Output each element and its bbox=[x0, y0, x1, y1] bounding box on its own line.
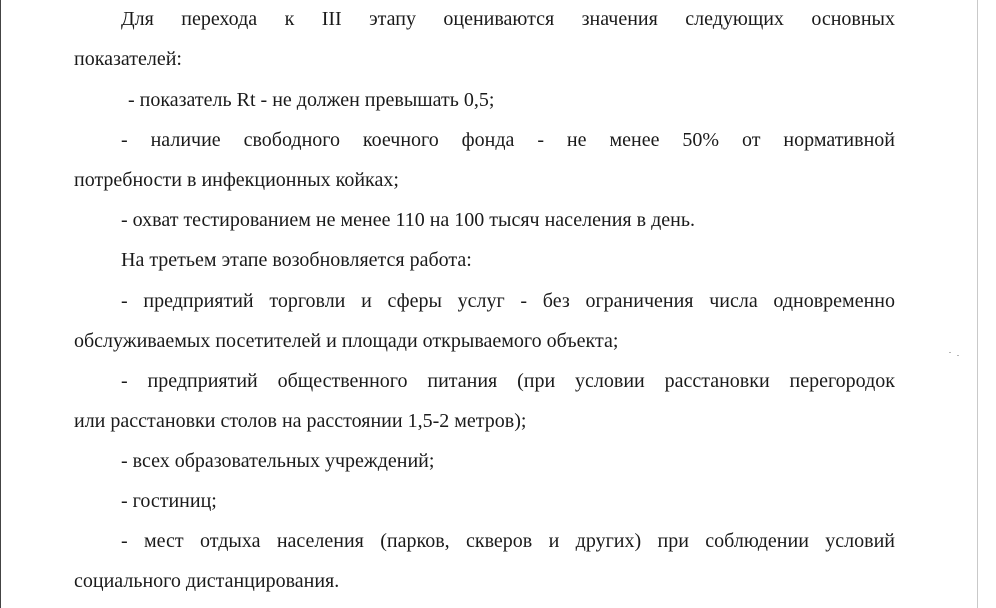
list-item-line: - предприятий торговли и сферы услуг - без ограничения числа одновременно bbox=[121, 290, 895, 312]
list-item-line: - всех образовательных учреждений; bbox=[121, 450, 435, 472]
scan-edge bbox=[977, 0, 978, 608]
scan-speck bbox=[957, 355, 959, 356]
list-item-line: - показатель Rt - не должен превышать 0,5; bbox=[128, 89, 495, 111]
list-item-line: потребности в инфекционных койках; bbox=[74, 169, 399, 191]
list-item-line: - предприятий общественного питания (при условии расстановки перегородок bbox=[121, 370, 895, 392]
list-item-line: - охват тестированием не менее 110 на 100 тысяч населения в день. bbox=[121, 209, 695, 231]
paragraph-line: На третьем этапе возобновляется работа: bbox=[121, 249, 472, 271]
scan-speck bbox=[949, 352, 951, 353]
list-item-line: социального дистанцирования. bbox=[74, 570, 340, 592]
list-item-line: или расстановки столов на расстоянии 1,5-2 метров); bbox=[74, 410, 527, 432]
list-item-line: - мест отдыха населения (парков, скверов и других) при соблюдении условий bbox=[121, 530, 895, 552]
list-item-line: обслуживаемых посетителей и площади открываемого объекта; bbox=[74, 330, 619, 352]
paragraph-line: показателей: bbox=[74, 48, 182, 70]
list-item-line: - наличие свободного коечного фонда - не менее 50% от нормативной bbox=[121, 129, 895, 151]
paragraph-line: Для перехода к III этапу оцениваются значения следующих основных bbox=[121, 8, 895, 30]
list-item-line: - гостиниц; bbox=[121, 490, 217, 512]
